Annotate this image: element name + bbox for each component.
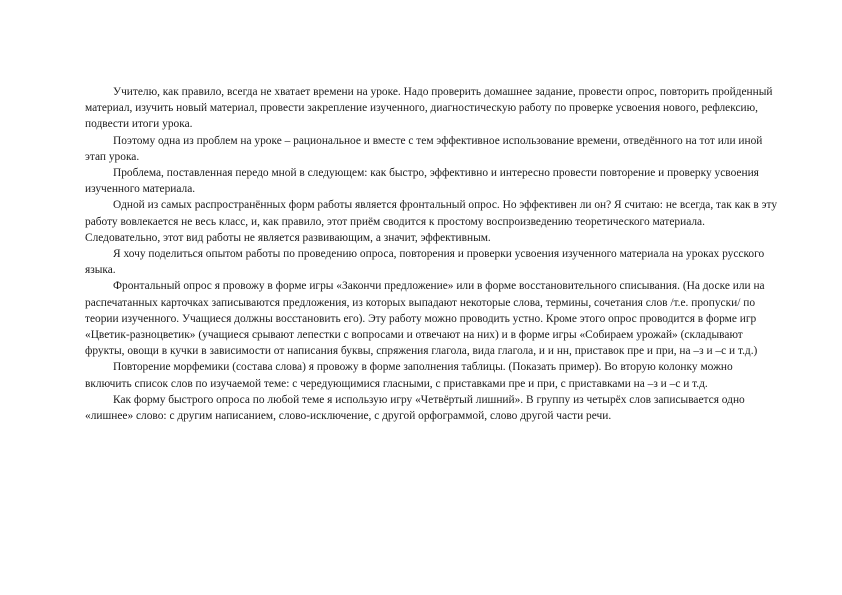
document-page — [85, 84, 779, 424]
paragraph: Учителю, как правило, всегда не хватает времени на уроке. Надо проверить домашнее задание, провести опрос, повторить пройденный материал, изучить новый материал, провести закрепление изученного, диагностическую работу по проверке усвоения нового, рефлексию, подвести итоги урока. — [85, 86, 773, 131]
paragraph: Одной из самых распространённых форм работы является фронтальный опрос. Но эффективен ли он? Я считаю: не всегда, так как в эту работу вовлекается не весь класс, и, как правило, этот приём сводится к простому воспроизведению теоретического материала. Следовательно, этот вид работы не является развивающим, а значит, эффективным. — [85, 199, 778, 244]
paragraph: Фронтальный опрос я провожу в форме игры «Закончи предложение» или в форме восстановительного списывания. (На доске или на распечатанных карточках записываются предложения, из которых выпадают некоторые слова, термины, сочетания слов /т.е. пропуски/ по теории изученного. Учащиеся должны восстановить его). Эту работу можно проводить устно. Кроме этого опрос проводится в форме игр «Цветик-разноцветик» (учащиеся срывают лепестки с вопросами и отвечают на них) и в форме игры «Собираем урожай» (складывают фрукты, овощи в кучки в зависимости от написания буквы, спряжения глагола, вида глагола, и и нн, приставок пре и при, на –з и –с и т.д.) — [85, 280, 765, 358]
paragraph: Поэтому одна из проблем на уроке – рациональное и вместе с тем эффективное использование времени, отведённого на тот или иной этап урока. — [85, 134, 763, 163]
paragraph: Проблема, поставленная передо мной в следующем: как быстро, эффективно и интересно провести повторение и проверку усвоения изученного материала. — [85, 167, 759, 196]
paragraph: Повторение морфемики (состава слова) я провожу в форме заполнения таблицы. (Показать пример). Во вторую колонку можно включить список слов по изучаемой теме: с чередующимися гласными, с приставками пре и при, с приставками на –з и –с и т.д. — [85, 361, 733, 390]
paragraph: Как форму быстрого опроса по любой теме я использую игру «Четвёртый лишний». В группу из четырёх слов записывается одно «лишнее» слово: с другим написанием, слово-исключение, с другой орфограммой, слово другой части речи. — [85, 393, 745, 423]
paragraph: Я хочу поделиться опытом работы по проведению опроса, повторения и проверки усвоения изученного материала на уроках русского языка. — [85, 248, 765, 277]
